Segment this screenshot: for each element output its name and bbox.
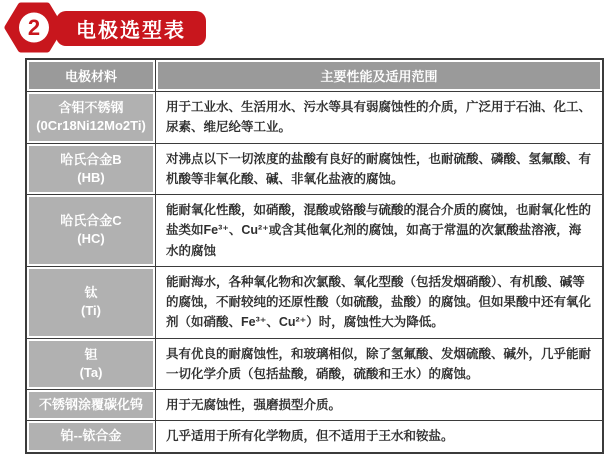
- material-name: 铂--铱合金: [60, 428, 122, 444]
- description-cell: 几乎适用于所有化学物质，但不适用于王水和铵盐。: [156, 421, 604, 453]
- title-bar: [0, 0, 600, 58]
- material-cell: [26, 92, 156, 144]
- material-name: 不锈钢涂覆碳化钨: [38, 397, 143, 413]
- table-row: [26, 92, 603, 144]
- material-name: 哈氏合金C: [60, 213, 122, 229]
- column-header-description: 主要性能及适用范围: [156, 59, 604, 92]
- material-cell: [26, 143, 156, 195]
- badge-number: 2: [27, 15, 41, 40]
- description-cell: 具有优良的耐腐蚀性，和玻璃相似，除了氢氟酸、发烟硫酸、碱外，几乎能耐一切化学介质（包括盐酸，硝酸，硫酸和王水）的腐蚀。: [156, 338, 604, 390]
- table-row: [26, 421, 603, 453]
- material-subname: (Ta): [79, 364, 103, 380]
- material-subname: (HB): [77, 169, 105, 185]
- material-name: 哈氏合金B: [60, 151, 122, 167]
- column-header-material: 电极材料: [26, 59, 156, 92]
- material-subname: (HC): [77, 231, 105, 247]
- header-row: [26, 59, 603, 92]
- electrode-selection-table: [25, 58, 604, 454]
- description-cell: 能耐海水，各种氧化物和次氯酸、氧化型酸（包括发烟硝酸）、有机酸、碱等的腐蚀，不耐较纯的还原性酸（如硫酸，盐酸）的腐蚀。但如果酸中还有氧化剂（如硝酸、Fe³⁺、Cu²⁺）时，腐蚀性大为降低。: [156, 266, 604, 338]
- material-subname: (0Cr18Ni12Mo2Ti): [36, 118, 146, 134]
- material-cell: [26, 390, 156, 421]
- table-row: [26, 266, 603, 338]
- material-name: 钽: [84, 346, 98, 362]
- table-body: [26, 92, 603, 453]
- table-head: [26, 59, 603, 92]
- material-cell: [26, 195, 156, 267]
- description-cell: 用于工业水、生活用水、污水等具有弱腐蚀性的介质，广泛用于石油、化工、尿素、维尼纶等工业。: [156, 92, 604, 144]
- material-name: 钛: [84, 284, 98, 300]
- table-row: [26, 390, 603, 421]
- material-cell: [26, 421, 156, 453]
- description-cell: 对沸点以下一切浓度的盐酸有良好的耐腐蚀性，也耐硫酸、磷酸、氢氟酸、有机酸等非氧化酸、碱、非氧化盐液的腐蚀。: [156, 143, 604, 195]
- section-number-badge-icon: [7, 4, 61, 51]
- page-title: 电极选型表: [56, 11, 206, 46]
- table-row: [26, 143, 603, 195]
- material-cell: [26, 266, 156, 338]
- material-name: 含钼不锈钢: [58, 100, 124, 116]
- table-row: [26, 195, 603, 267]
- material-cell: [26, 338, 156, 390]
- material-subname: (Ti): [81, 303, 101, 319]
- table-row: [26, 338, 603, 390]
- description-cell: 能耐氧化性酸，如硝酸，混酸或铬酸与硫酸的混合介质的腐蚀，也耐氧化性的盐类如Fe³⁺、Cu²⁺或含其他氧化剂的腐蚀，如高于常温的次氯酸盐溶液，海水的腐蚀: [156, 195, 604, 267]
- description-cell: 用于无腐蚀性，强磨损型介质。: [156, 390, 604, 421]
